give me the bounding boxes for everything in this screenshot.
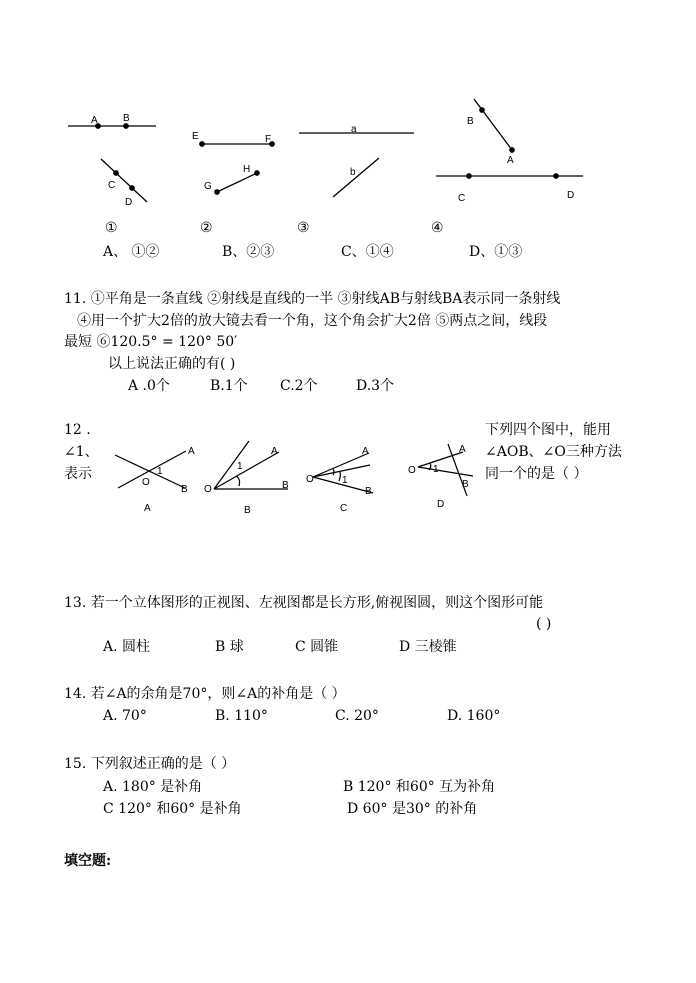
fig-num-2: ② xyxy=(200,220,213,236)
q14-option-a: A. 70° xyxy=(103,708,147,724)
q12-right3: 同一个的是（ ） xyxy=(485,466,588,482)
q11-option-c: C.2个 xyxy=(280,378,318,394)
q10-option-d: D、①③ xyxy=(469,244,523,260)
label-c: C xyxy=(108,180,116,191)
q12b-caption: B xyxy=(244,505,251,516)
q11-line1: 11. ①平角是一条直线 ②射线是直线的一半 ③射线AB与射线BA表示同一条射线 xyxy=(64,291,561,307)
q15-option-d: D 60° 是30° 的补角 xyxy=(347,801,478,817)
q12b-label-1: 1 xyxy=(237,461,243,472)
q13-option-c: C 圆锥 xyxy=(295,639,339,655)
q14-line1: 14. 若∠A的余角是70°，则∠A的补角是（ ） xyxy=(64,686,346,702)
fig-num-3: ③ xyxy=(297,220,310,236)
q12-right1: 下列四个图中，能用 xyxy=(485,422,611,438)
q12b-label-b: B xyxy=(282,480,289,491)
q11-option-a: A .0个 xyxy=(128,378,170,394)
q12b-label-o: O xyxy=(204,484,212,495)
q12d-label-1: 1 xyxy=(433,464,439,475)
q11-line2: ④用一个扩大2倍的放大镜去看一个角，这个角会扩大2倍 ⑤两点之间，线段 xyxy=(77,313,548,329)
q14-option-d: D. 160° xyxy=(447,708,501,724)
q10-option-a: A、 ①② xyxy=(103,244,160,260)
q12-left2: 表示 xyxy=(64,466,92,482)
fig4-ray-ab xyxy=(474,99,512,150)
q12-number: 12 . xyxy=(64,422,91,438)
label-line-b: b xyxy=(350,167,356,178)
point-c xyxy=(114,171,118,175)
q15-line1: 15. 下列叙述正确的是（ ） xyxy=(64,756,236,772)
q10-option-b: B、②③ xyxy=(222,244,275,260)
label-line-a: a xyxy=(351,124,357,135)
q12c-label-a: A xyxy=(362,446,369,457)
q15-option-b: B 120° 和60° 互为补角 xyxy=(343,779,496,795)
point-h xyxy=(255,171,259,175)
fig-num-1: ① xyxy=(105,220,118,236)
point-e xyxy=(200,142,204,146)
q11-prompt: 以上说法正确的有( ) xyxy=(108,356,236,372)
label-d: D xyxy=(125,197,133,208)
label-e: E xyxy=(192,131,199,142)
q12a-label-a: A xyxy=(188,446,195,457)
fill-in-section-title: 填空题: xyxy=(64,853,112,869)
q12c-caption: C xyxy=(340,503,348,514)
point-b4 xyxy=(480,108,484,112)
fig-num-4: ④ xyxy=(431,220,444,236)
q11-option-d: D.3个 xyxy=(356,378,395,394)
label-b: B xyxy=(123,113,130,124)
q12c-label-1: 1 xyxy=(342,475,348,486)
label-g: G xyxy=(204,181,212,192)
label-b4: B xyxy=(467,116,474,127)
point-d xyxy=(130,186,134,190)
q14-option-b: B. 110° xyxy=(215,708,268,724)
q12-right2: ∠AOB、∠O三种方法 xyxy=(485,444,622,460)
q12-left1: ∠1、 xyxy=(64,444,99,460)
point-d4 xyxy=(554,174,558,178)
q14-option-c: C. 20° xyxy=(335,708,379,724)
point-g xyxy=(215,190,219,194)
q12d-label-b: B xyxy=(462,479,469,490)
q10-option-c: C、①④ xyxy=(341,244,394,260)
q12c-label-o: O xyxy=(306,474,314,485)
q15-option-c: C 120° 和60° 是补角 xyxy=(103,801,242,817)
q11-option-b: B.1个 xyxy=(210,378,248,394)
q12d-label-a: A xyxy=(459,444,466,455)
q11-line3: 最短 ⑥120.5° = 120° 50′ xyxy=(64,334,238,350)
q13-option-d: D 三棱锥 xyxy=(399,639,457,655)
q12a-label-o: O xyxy=(142,477,150,488)
q13-option-b: B 球 xyxy=(215,639,244,655)
q13-paren: ( ) xyxy=(536,616,552,632)
q12a-caption: A xyxy=(144,503,151,514)
fig3-line-b xyxy=(333,158,379,197)
point-c4 xyxy=(467,174,471,178)
label-a4: A xyxy=(507,155,514,166)
fig2-segment-gh xyxy=(217,173,257,192)
label-h: H xyxy=(243,164,251,175)
q12d-caption: D xyxy=(437,499,445,510)
q12d-label-o: O xyxy=(408,465,416,476)
label-f: F xyxy=(265,134,272,145)
label-a: A xyxy=(91,115,98,126)
q13-option-a: A. 圆柱 xyxy=(103,639,151,655)
label-d4: D xyxy=(567,190,575,201)
label-c4: C xyxy=(458,193,466,204)
q12a-label-b: B xyxy=(181,484,188,495)
q12b-label-a: A xyxy=(271,446,278,457)
q13-line1: 13. 若一个立体图形的正视图、左视图都是长方形,俯视图圆，则这个图形可能 xyxy=(64,595,544,611)
q15-option-a: A. 180° 是补角 xyxy=(103,779,203,795)
q12c-label-b: B xyxy=(365,486,372,497)
q12a-label-1: 1 xyxy=(157,466,163,477)
